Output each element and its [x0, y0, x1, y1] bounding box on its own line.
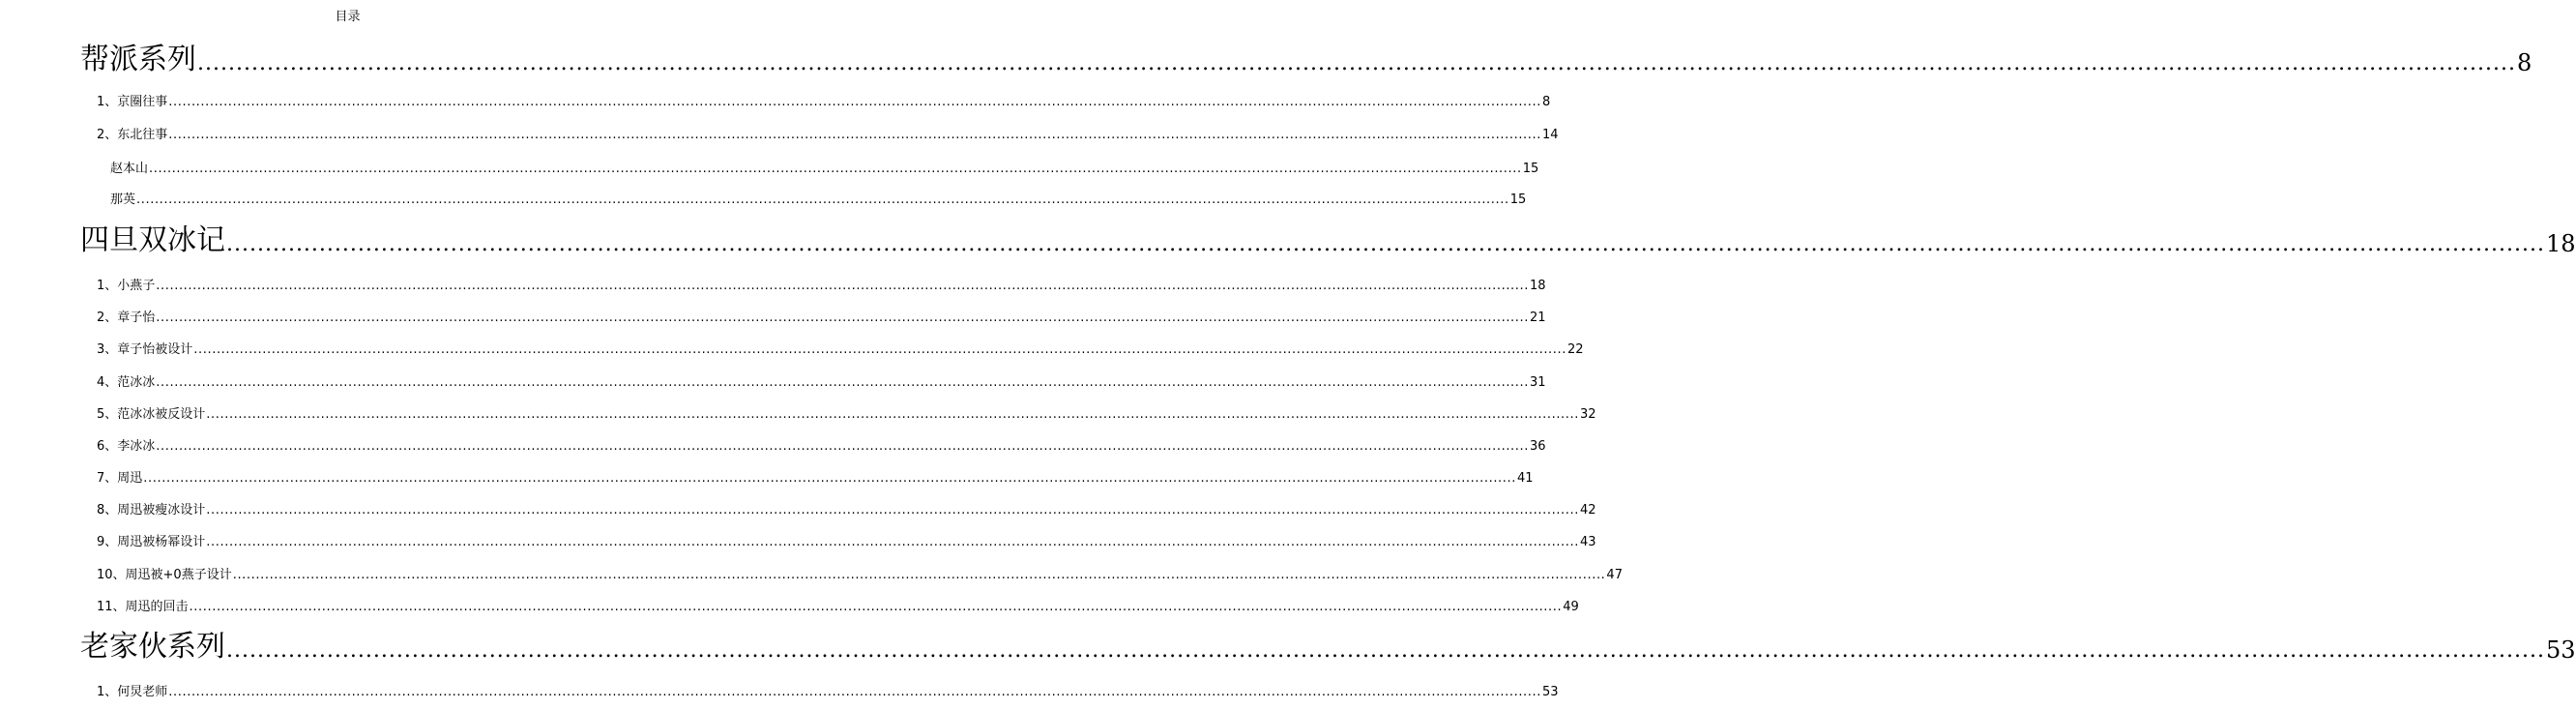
toc-entry-page-number: 47	[1606, 568, 1623, 582]
toc-entry-page-number: 53	[2545, 636, 2576, 664]
toc-entry-page-number: 43	[1579, 535, 1596, 549]
toc-entry-label: 11、周迅的回击	[97, 600, 189, 614]
toc-entry-page-number: 14	[1541, 128, 1559, 142]
toc-entry-label: 1、何炅老师	[97, 685, 168, 699]
toc-entry-label: 1、小燕子	[97, 279, 156, 293]
toc-entry-label: 赵本山	[110, 162, 149, 176]
toc-entry-page-number: 18	[1529, 279, 1546, 293]
dot-leader: ............................................................................................................................................................................................................................................................................................................	[226, 232, 2545, 256]
dot-leader: ............................................................................................................................................................................................................................................................................................................	[156, 375, 1529, 390]
toc-entry[interactable]	[97, 565, 1623, 584]
dot-leader: ............................................................................................................................................................................................................................................................................................................	[226, 638, 2545, 663]
toc-entry-page-number: 31	[1529, 375, 1546, 390]
toc-section-entry[interactable]	[80, 626, 2576, 665]
toc-entry-label: 那英	[110, 192, 136, 207]
toc-entry[interactable]	[97, 372, 1546, 392]
dot-leader: ............................................................................................................................................................................................................................................................................................................	[206, 407, 1579, 422]
toc-entry[interactable]	[97, 532, 1596, 551]
toc-entry[interactable]	[97, 92, 1551, 111]
toc-entry-label: 5、范冰冰被反设计	[97, 407, 206, 422]
toc-entry[interactable]	[97, 468, 1534, 488]
toc-section-entry[interactable]	[80, 220, 2576, 258]
dot-leader: ............................................................................................................................................................................................................................................................................................................	[206, 535, 1579, 549]
toc-entry-page-number: 36	[1529, 439, 1546, 454]
dot-leader: ............................................................................................................................................................................................................................................................................................................	[156, 279, 1529, 293]
toc-entry-label: 10、周迅被+0燕子设计	[97, 568, 232, 582]
toc-entry-page-number: 21	[1529, 311, 1546, 325]
toc-entry-page-number: 42	[1579, 503, 1596, 518]
toc-entry-page-number: 32	[1579, 407, 1596, 422]
dot-leader: ............................................................................................................................................................................................................................................................................................................	[168, 95, 1541, 109]
dot-leader: ............................................................................................................................................................................................................................................................................................................	[197, 51, 2516, 75]
toc-entry-label: 帮派系列	[80, 43, 196, 76]
toc-entry[interactable]	[97, 340, 1584, 359]
dot-leader: ............................................................................................................................................................................................................................................................................................................	[143, 471, 1516, 486]
toc-entry[interactable]	[97, 308, 1546, 327]
toc-entry-label: 7、周迅	[97, 471, 143, 486]
toc-entry-label: 老家伙系列	[80, 630, 225, 664]
toc-entry[interactable]	[97, 276, 1546, 295]
toc-section-entry[interactable]	[80, 39, 2532, 77]
toc-entry-label: 2、章子怡	[97, 311, 156, 325]
toc-entry[interactable]	[97, 597, 1579, 616]
dot-leader: ............................................................................................................................................................................................................................................................................................................	[168, 128, 1541, 142]
toc-entry-label: 四旦双冰记	[80, 223, 225, 257]
toc-entry-page-number: 15	[1522, 162, 1539, 176]
dot-leader: ............................................................................................................................................................................................................................................................................................................	[232, 568, 1606, 582]
toc-entry-label: 3、章子怡被设计	[97, 342, 193, 357]
toc-entry-page-number: 41	[1516, 471, 1534, 486]
toc-entry-label: 4、范冰冰	[97, 375, 156, 390]
toc-entry[interactable]	[97, 500, 1596, 519]
toc-entry[interactable]	[97, 682, 1559, 701]
toc-entry-page-number: 53	[1541, 685, 1559, 699]
dot-leader: ............................................................................................................................................................................................................................................................................................................	[136, 192, 1509, 207]
dot-leader: ............................................................................................................................................................................................................................................................................................................	[149, 162, 1522, 176]
dot-leader: ............................................................................................................................................................................................................................................................................................................	[193, 342, 1566, 357]
dot-leader: ............................................................................................................................................................................................................................................................................................................	[206, 503, 1579, 518]
toc-entry-label: 6、李冰冰	[97, 439, 156, 454]
toc-entry[interactable]	[110, 190, 1527, 209]
toc-entry-page-number: 49	[1563, 600, 1579, 614]
toc-entry[interactable]	[110, 159, 1539, 178]
toc-entry-label: 8、周迅被瘦冰设计	[97, 503, 206, 518]
dot-leader: ............................................................................................................................................................................................................................................................................................................	[156, 439, 1529, 454]
toc-entry-page-number: 15	[1509, 192, 1527, 207]
toc-entry-label: 9、周迅被杨幂设计	[97, 535, 206, 549]
toc-entry-page-number: 18	[2545, 230, 2576, 257]
toc-entry-label: 2、东北往事	[97, 128, 168, 142]
toc-entry-page-number: 8	[1541, 95, 1551, 109]
toc-entry-page-number: 22	[1566, 342, 1584, 357]
toc-entry[interactable]	[97, 404, 1596, 424]
dot-leader: ............................................................................................................................................................................................................................................................................................................	[189, 600, 1563, 614]
dot-leader: ............................................................................................................................................................................................................................................................................................................	[168, 685, 1541, 699]
toc-entry[interactable]	[97, 125, 1559, 144]
toc-entry[interactable]	[97, 436, 1546, 456]
toc-entry-page-number: 8	[2516, 49, 2532, 76]
toc-title: 目录	[335, 10, 361, 24]
dot-leader: ............................................................................................................................................................................................................................................................................................................	[156, 311, 1529, 325]
toc-entry-label: 1、京圈往事	[97, 95, 168, 109]
